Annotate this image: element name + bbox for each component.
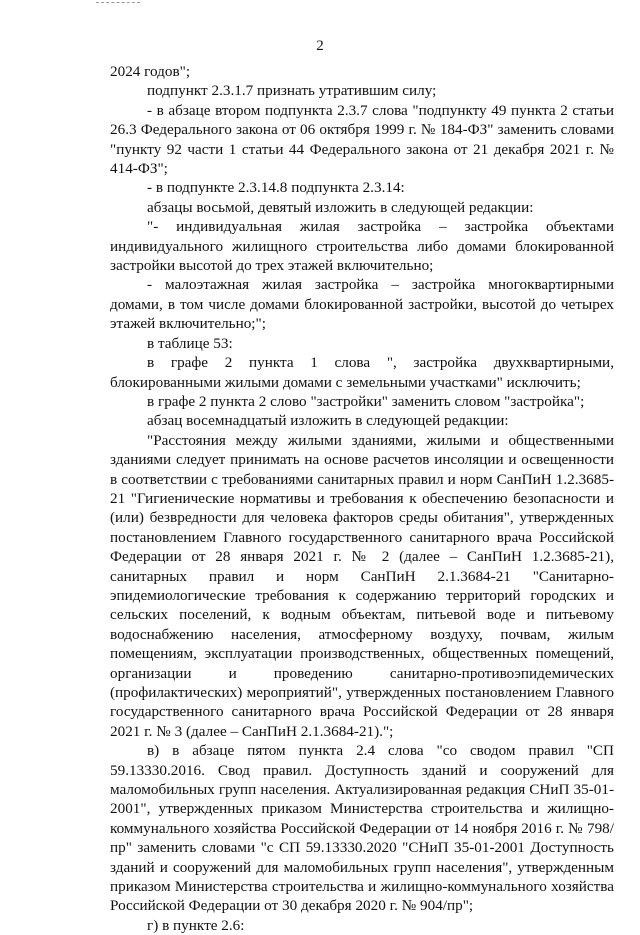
paragraph: г) в пункте 2.6: [147,916,245,934]
paragraph: 2024 годов"; [110,63,191,80]
paragraph: - в абзаце втором подпункта 2.3.7 слова "подпункту 49 пункта 2 статьи 26.3 Федерального закона от 06 октября 1999 г. № 184-ФЗ" заменить словами "пункту 92 части 1 статьи 44 Федерального закона от 21 декабря 2021 г. № 414-ФЗ"; [110,101,614,178]
paragraph: в графе 2 пункта 2 слово "застройки" заменить словом "застройка"; [147,392,585,410]
paragraph: в графе 2 пункта 1 слова ", застройка двухквартирными, блокированными жилыми домами с земельными участками" исключить; [110,354,614,391]
paragraph: абзацы восьмой, девятый изложить в следующей редакции: [147,198,534,216]
document-body [110,62,614,935]
paragraph: абзац восемнадцатый изложить в следующей редакции: [147,412,509,430]
paragraph: подпункт 2.3.1.7 признать утратившим силу; [147,82,437,100]
paragraph: в) в абзаце пятом пункта 2.4 слова "со сводом правил "СП 59.13330.2016. Свод правил. Доступность зданий и сооружений для маломобильных групп населения. Актуализированная редакция СНиП 35-01-2001", утвержденных приказом Министерства строительства и жилищно-коммунального хозяйства Российской Федерации от 14 ноября 2016 г. № 798/пр" заменить словами "с СП 59.13330.2020 "СНиП 35-01-2001 Доступность зданий и сооружений для маломобильных групп населения", утвержденным приказом Министерства строительства и жилищно-коммунального хозяйства Российской Федерации от 30 декабря 2020 г. № 904/пр"; [110,742,614,915]
paragraph: - в подпункте 2.3.14.8 подпункта 2.3.14: [147,179,405,197]
scan-artifact-line [96,2,140,3]
paragraph: в таблице 53: [147,334,233,352]
paragraph: "- индивидуальная жилая застройка – застройка объектами индивидуального жилищного строительства либо домами блокированной застройки высотой до трех этажей включительно; [110,218,614,275]
paragraph: "Расстояния между жилыми зданиями, жилыми и общественными зданиями следует принимать на основе расчетов инсоляции и освещенности в соответствии с требованиями санитарных правил и норм СанПиН 1.2.3685-21 "Гигиенические нормативы и требования к обеспечению безопасности и (или) безвредности для человека факторов среды обитания", утвержденных постановлением Главного государственного санитарного врача Российской Федерации от 28 января 2021 г. № 2 (далее – СанПиН 1.2.3685-21), санитарных правил и норм СанПиН 2.1.3684-21 "Санитарно-эпидемиологические требования к содержанию территорий городских и сельских поселений, к водным объектам, питьевой воде и питьевому водоснабжению населения, атмосферному воздуху, почвам, жилым помещениям, эксплуатации производственных, общественных помещений, организации и проведению санитарно-противоэпидемических (профилактических) мероприятий", утвержденных постановлением Главного государственного санитарного врача Российской Федерации от 28 января 2021 г. № 3 (далее – СанПиН 2.1.3684-21)."; [110,431,614,740]
page-number: 2 [316,38,324,54]
paragraph: - малоэтажная жилая застройка – застройка многоквартирными домами, в том числе домами блокированной застройки, высотой до четырех этажей включительно;"; [110,276,614,333]
